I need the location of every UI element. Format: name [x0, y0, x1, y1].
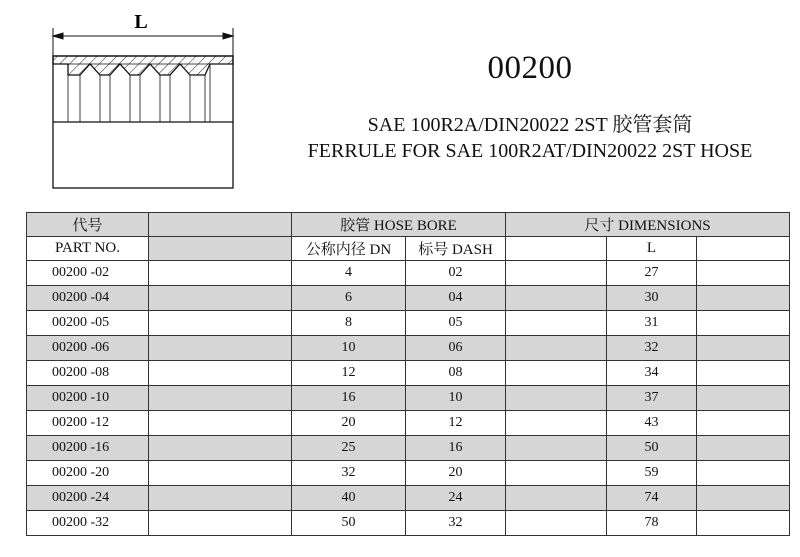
dimension-label: L	[134, 11, 148, 33]
header-blank	[149, 237, 292, 261]
blank-cell	[697, 436, 790, 461]
blank-cell	[506, 311, 607, 336]
part-number-cell: 00200 -08	[27, 361, 149, 386]
header-part-cn: 代号	[27, 213, 149, 237]
part-number-cell: 00200 -32	[27, 511, 149, 536]
header-blank	[697, 237, 790, 261]
length-cell: 37	[607, 386, 697, 411]
length-cell: 30	[607, 286, 697, 311]
header-dn: 公称内径 DN	[292, 237, 406, 261]
blank-cell	[506, 286, 607, 311]
blank-cell	[697, 311, 790, 336]
dn-cell: 12	[292, 361, 406, 386]
header-l: L	[607, 237, 697, 261]
dn-cell: 40	[292, 486, 406, 511]
dash-cell: 10	[406, 386, 506, 411]
blank-cell	[697, 261, 790, 286]
table-row	[27, 311, 790, 336]
length-cell: 27	[607, 261, 697, 286]
table-row	[27, 411, 790, 436]
table-row	[27, 386, 790, 411]
part-number-cell: 00200 -20	[27, 461, 149, 486]
part-number-cell: 00200 -24	[27, 486, 149, 511]
dash-cell: 32	[406, 511, 506, 536]
dash-cell: 04	[406, 286, 506, 311]
blank-cell	[149, 361, 292, 386]
table-row	[27, 511, 790, 536]
dn-cell: 6	[292, 286, 406, 311]
blank-cell	[506, 336, 607, 361]
dn-cell: 16	[292, 386, 406, 411]
dn-cell: 32	[292, 461, 406, 486]
blank-cell	[506, 261, 607, 286]
dash-cell: 12	[406, 411, 506, 436]
length-cell: 31	[607, 311, 697, 336]
blank-cell	[697, 336, 790, 361]
subtitle-en: FERRULE FOR SAE 100R2AT/DIN20022 2ST HOSE	[307, 140, 753, 162]
blank-cell	[149, 436, 292, 461]
dn-cell: 20	[292, 411, 406, 436]
header-row-2	[27, 237, 790, 261]
table-row	[27, 261, 790, 286]
table-row	[27, 486, 790, 511]
length-cell: 78	[607, 511, 697, 536]
header-hose-bore: 胶管 HOSE BORE	[292, 213, 506, 237]
blank-cell	[149, 386, 292, 411]
table-row	[27, 336, 790, 361]
part-number-cell: 00200 -05	[27, 311, 149, 336]
length-cell: 50	[607, 436, 697, 461]
ferrule-drawing	[40, 4, 245, 194]
dash-cell: 20	[406, 461, 506, 486]
subtitle-cn: SAE 100R2A/DIN20022 2ST 胶管套筒	[367, 114, 693, 136]
blank-cell	[506, 361, 607, 386]
length-cell: 59	[607, 461, 697, 486]
ferrule-body	[53, 56, 233, 188]
table-row	[27, 361, 790, 386]
dash-cell: 06	[406, 336, 506, 361]
blank-cell	[697, 386, 790, 411]
dn-cell: 4	[292, 261, 406, 286]
length-cell: 74	[607, 486, 697, 511]
blank-cell	[149, 311, 292, 336]
dash-cell: 16	[406, 436, 506, 461]
part-code: 00200	[487, 50, 573, 86]
dn-cell: 50	[292, 511, 406, 536]
blank-cell	[506, 436, 607, 461]
header-blank	[506, 237, 607, 261]
blank-cell	[697, 361, 790, 386]
table-row	[27, 286, 790, 311]
blank-cell	[506, 411, 607, 436]
header-dash: 标号 DASH	[406, 237, 506, 261]
header-blank	[149, 213, 292, 237]
part-number-cell: 00200 -16	[27, 436, 149, 461]
blank-cell	[506, 461, 607, 486]
header-part-en: PART NO.	[27, 237, 149, 261]
blank-cell	[697, 511, 790, 536]
part-number-cell: 00200 -12	[27, 411, 149, 436]
blank-cell	[697, 461, 790, 486]
blank-cell	[506, 486, 607, 511]
part-number-cell: 00200 -04	[27, 286, 149, 311]
table-row	[27, 436, 790, 461]
blank-cell	[149, 461, 292, 486]
blank-cell	[149, 511, 292, 536]
blank-cell	[149, 336, 292, 361]
blank-cell	[149, 261, 292, 286]
blank-cell	[149, 286, 292, 311]
spec-table	[26, 212, 790, 536]
dn-cell: 8	[292, 311, 406, 336]
dn-cell: 25	[292, 436, 406, 461]
blank-cell	[149, 411, 292, 436]
dn-cell: 10	[292, 336, 406, 361]
part-number-cell: 00200 -06	[27, 336, 149, 361]
blank-cell	[697, 286, 790, 311]
part-number-cell: 00200 -10	[27, 386, 149, 411]
length-cell: 32	[607, 336, 697, 361]
blank-cell	[506, 386, 607, 411]
blank-cell	[697, 486, 790, 511]
length-cell: 43	[607, 411, 697, 436]
blank-cell	[149, 486, 292, 511]
dash-cell: 08	[406, 361, 506, 386]
dash-cell: 02	[406, 261, 506, 286]
part-number-cell: 00200 -02	[27, 261, 149, 286]
dash-cell: 24	[406, 486, 506, 511]
header-dimensions: 尺寸 DIMENSIONS	[506, 213, 790, 237]
header-row-1	[27, 213, 790, 237]
dash-cell: 05	[406, 311, 506, 336]
length-cell: 34	[607, 361, 697, 386]
blank-cell	[697, 411, 790, 436]
blank-cell	[506, 511, 607, 536]
table-row	[27, 461, 790, 486]
